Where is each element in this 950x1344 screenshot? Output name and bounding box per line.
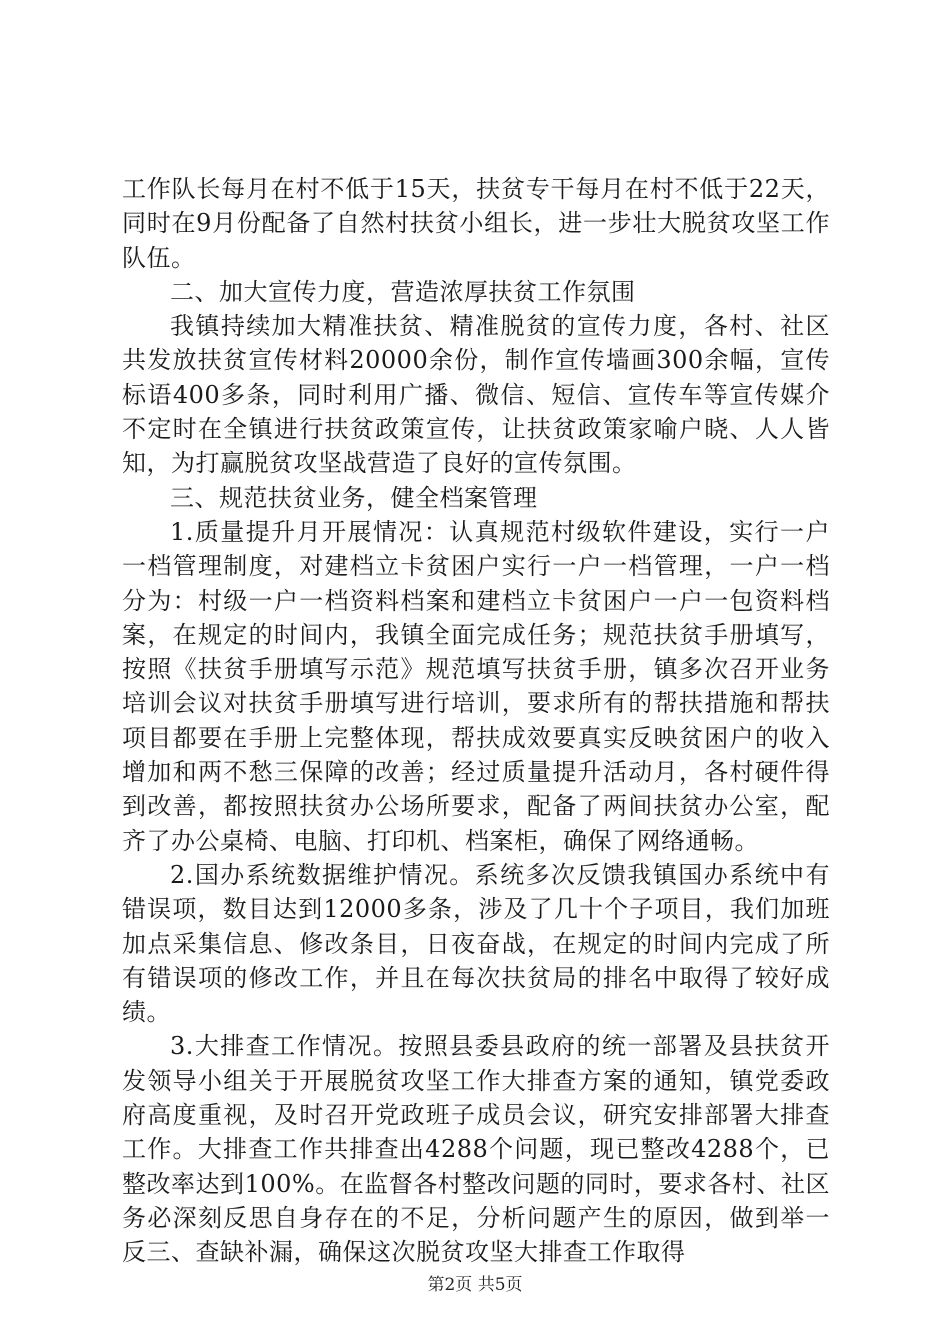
- document-body: [122, 172, 830, 1270]
- paragraph-system-data: 2.国办系统数据维护情况。系统多次反馈我镇国办系统中有错误项，数目达到12000多条，涉及了几十个子项目，我们加班加点采集信息、修改条目，日夜奋战，在规定的时间内完成了所有错误项的修改工作，并且在每次扶贫局的排名中取得了较好成绩。: [122, 860, 830, 1027]
- paragraph-publicity: 我镇持续加大精准扶贫、精准脱贫的宣传力度，各村、社区共发放扶贫宣传材料20000余份，制作宣传墙画300余幅，宣传标语400多条，同时利用广播、微信、短信、宣传车等宣传媒介不定时在全镇进行扶贫政策宣传，让扶贫政策家喻户晓、人人皆知，为打赢脱贫攻坚战营造了良好的宣传氛围。: [122, 312, 830, 478]
- section-heading-3: 三、规范扶贫业务，健全档案管理: [170, 483, 538, 512]
- page-footer: [0, 1275, 950, 1295]
- paragraph-continuation: 工作队长每月在村不低于15天，扶贫专干每月在村不低于22天，同时在9月份配备了自然村扶贫小组长，进一步壮大脱贫攻坚工作队伍。: [122, 175, 830, 272]
- paragraph-quality-month: 1.质量提升月开展情况：认真规范村级软件建设，实行一户一档管理制度，对建档立卡贫困户实行一户一档管理，一户一档分为：村级一户一档资料档案和建档立卡贫困户一户一包资料档案，在规定的时间内，我镇全面完成任务；规范扶贫手册填写，按照《扶贫手册填写示范》规范填写扶贫手册，镇多次召开业务培训会议对扶贫手册填写进行培训，要求所有的帮扶措施和帮扶项目都要在手册上完整体现，帮扶成效要真实反映贫困户的收入增加和两不愁三保障的改善；经过质量提升活动月，各村硬件得到改善，都按照扶贫办公场所要求，配备了两间扶贫办公室，配齐了办公桌椅、电脑、打印机、档案柜，确保了网络通畅。: [122, 517, 830, 855]
- section-heading-2: 二、加大宣传力度，营造浓厚扶贫工作氛围: [170, 277, 636, 306]
- page-number: 第2页 共5页: [427, 1275, 523, 1295]
- paragraph-inspection: 3.大排查工作情况。按照县委县政府的统一部署及县扶贫开发领导小组关于开展脱贫攻坚工作大排查方案的通知，镇党委政府高度重视，及时召开党政班子成员会议，研究安排部署大排查工作。大排查工作共排查出4288个问题，现已整改4288个，已整改率达到100%。在监督各村整改问题的同时，要求各村、社区务必深刻反思自身存在的不足，分析问题产生的原因，做到举一反三、查缺补漏，确保这次脱贫攻坚大排查工作取得: [122, 1032, 830, 1267]
